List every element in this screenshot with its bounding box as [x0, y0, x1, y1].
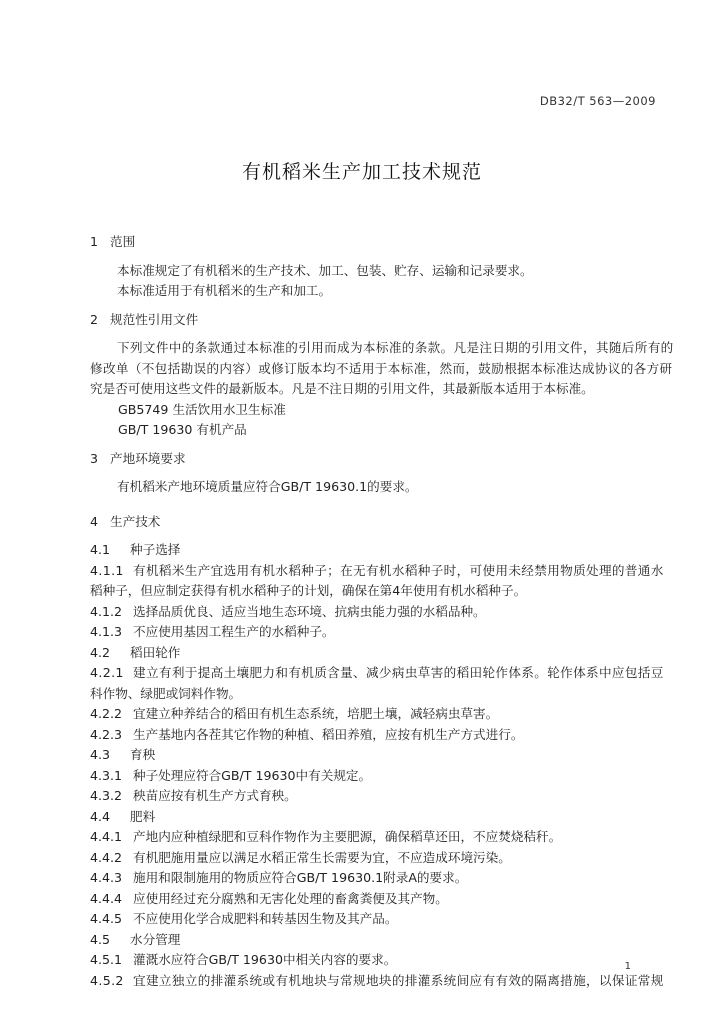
paragraph: 有机稻米产地环境质量应符合GB/T 19630.1的要求。 [117, 479, 418, 494]
paragraph-line: 究是否可使用这些文件的最新版本。凡是不注日期的引用文件，其最新版本适用于本标准。 [90, 381, 594, 396]
subsection-heading [90, 807, 660, 828]
clause [90, 786, 660, 807]
document-code: DB32/T 563—2009 [539, 94, 656, 108]
section-title: 规范性引用文件 [110, 311, 199, 327]
section-4-heading [90, 512, 660, 533]
page-number: 1 [624, 961, 631, 972]
subsection-heading [90, 745, 660, 766]
clause [90, 663, 664, 684]
clause-number: 4.2.2 [90, 706, 123, 721]
clause-number: 4.3.1 [90, 767, 123, 783]
paragraph: 本标准规定了有机稻米的生产技术、加工、包装、贮存、运输和记录要求。 [117, 262, 533, 278]
reference-standard: GB/T 19630 有机产品 [118, 422, 247, 437]
clause [90, 602, 660, 623]
section-3-heading [90, 449, 660, 470]
section-number: 4 [90, 513, 99, 529]
clause-number: 4.1.3 [90, 624, 123, 639]
subsection-number: 4.4 [90, 808, 111, 824]
clause-text: 产地内应种植绿肥和豆科作物作为主要肥源，确保稻草还田，不应焚烧秸秆。 [133, 829, 562, 844]
section-2-heading [90, 310, 660, 331]
subsection-heading [90, 540, 660, 561]
clause [90, 561, 664, 582]
document-title: 有机稻米生产加工技术规范 [241, 161, 482, 183]
subsection-title: 肥料 [130, 808, 156, 824]
clause-text: 宜建立独立的排灌系统或有机地块与常规地块的排灌系统间应有有效的隔离措施，以保证常规 [133, 972, 664, 988]
section-title: 生产技术 [110, 513, 161, 529]
clause-number: 4.3.2 [90, 788, 123, 803]
clause [90, 909, 660, 930]
clause-text: 种子处理应符合GB/T 19630中有关规定。 [133, 767, 372, 783]
subsection-title: 稻田轮作 [130, 644, 181, 660]
section-number: 3 [90, 450, 99, 466]
clause-text: 有机肥施用量应以满足水稻正常生长需要为宜，不应造成环境污染。 [133, 849, 511, 865]
section-number: 1 [90, 234, 99, 249]
subsection-number: 4.2 [90, 644, 111, 660]
clause-number: 4.1.1 [90, 562, 124, 578]
clause-continuation: 科作物、绿肥或饲料作物。 [90, 685, 242, 701]
clause [90, 889, 660, 910]
subsection-heading [90, 643, 660, 664]
clause-number: 4.4.3 [90, 870, 123, 885]
clause-number: 4.4.1 [90, 829, 123, 844]
reference-standard: GB5749 生活饮用水卫生标准 [118, 401, 286, 417]
clause-number: 4.4.5 [90, 911, 123, 926]
clause [90, 725, 660, 746]
clause-text: 灌溉水应符合GB/T 19630中相关内容的要求。 [133, 952, 397, 967]
clause [90, 868, 660, 889]
clause-number: 4.5.2 [90, 972, 124, 988]
clause-number: 4.4.4 [90, 890, 123, 906]
clause-number: 4.2.3 [90, 726, 123, 742]
section-number: 2 [90, 311, 99, 327]
clause-text: 选择品质优良、适应当地生态环境、抗病虫能力强的水稻品种。 [133, 603, 486, 619]
clause [90, 704, 660, 725]
clause [90, 622, 660, 643]
clause-text: 生产基地内各茬其它作物的种植、稻田养殖，应按有机生产方式进行。 [133, 726, 524, 742]
clause-number: 4.1.2 [90, 603, 123, 619]
clause-text: 宜建立种养结合的稻田有机生态系统，培肥土壤，减轻病虫草害。 [133, 706, 499, 721]
clause-text: 建立有利于提高土壤肥力和有机质含量、减少病虫草害的稻田轮作体系。轮作体系中应包括豆 [133, 665, 664, 680]
clause [90, 766, 660, 787]
subsection-number: 4.3 [90, 747, 111, 762]
clause [90, 848, 660, 869]
clause-text: 施用和限制施用的物质应符合GB/T 19630.1附录A的要求。 [133, 870, 468, 885]
clause [90, 950, 660, 971]
clause [90, 827, 660, 848]
paragraph-line: 修改单（不包括勘误的内容）或修订版本均不适用于本标准，然而，鼓励根据本标准达成协议的各方研 [90, 360, 673, 376]
subsection-title: 水分管理 [130, 931, 181, 947]
subsection-number: 4.1 [90, 542, 111, 557]
subsection-heading [90, 930, 660, 951]
paragraph: 本标准适用于有机稻米的生产和加工。 [117, 283, 332, 298]
section-title: 范围 [110, 234, 136, 249]
clause-text: 不应使用化学合成肥料和转基因生物及其产品。 [133, 911, 398, 926]
subsection-title: 种子选择 [130, 542, 181, 557]
clause-text: 有机稻米生产宜选用有机水稻种子；在无有机水稻种子时，可使用未经禁用物质处理的普通水 [133, 562, 664, 578]
clause-number: 4.5.1 [90, 952, 123, 967]
clause-continuation: 稻种子，但应制定获得有机水稻种子的计划，确保在第4年使用有机水稻种子。 [90, 583, 527, 598]
paragraph-line: 下列文件中的条款通过本标准的引用而成为本标准的条款。凡是注日期的引用文件，其随后所有的 [117, 340, 674, 355]
clause-number: 4.4.2 [90, 849, 123, 865]
clause-text: 秧苗应按有机生产方式育秧。 [133, 788, 297, 803]
clause-text: 应使用经过充分腐熟和无害化处理的畜禽粪便及其产物。 [133, 890, 448, 906]
subsection-title: 育秧 [130, 747, 156, 762]
document-body [90, 232, 674, 991]
section-title: 产地环境要求 [110, 450, 186, 466]
clause-text: 不应使用基因工程生产的水稻种子。 [133, 624, 335, 639]
clause [90, 971, 664, 992]
section-1-heading [90, 232, 660, 253]
subsection-number: 4.5 [90, 931, 111, 947]
clause-number: 4.2.1 [90, 665, 124, 680]
